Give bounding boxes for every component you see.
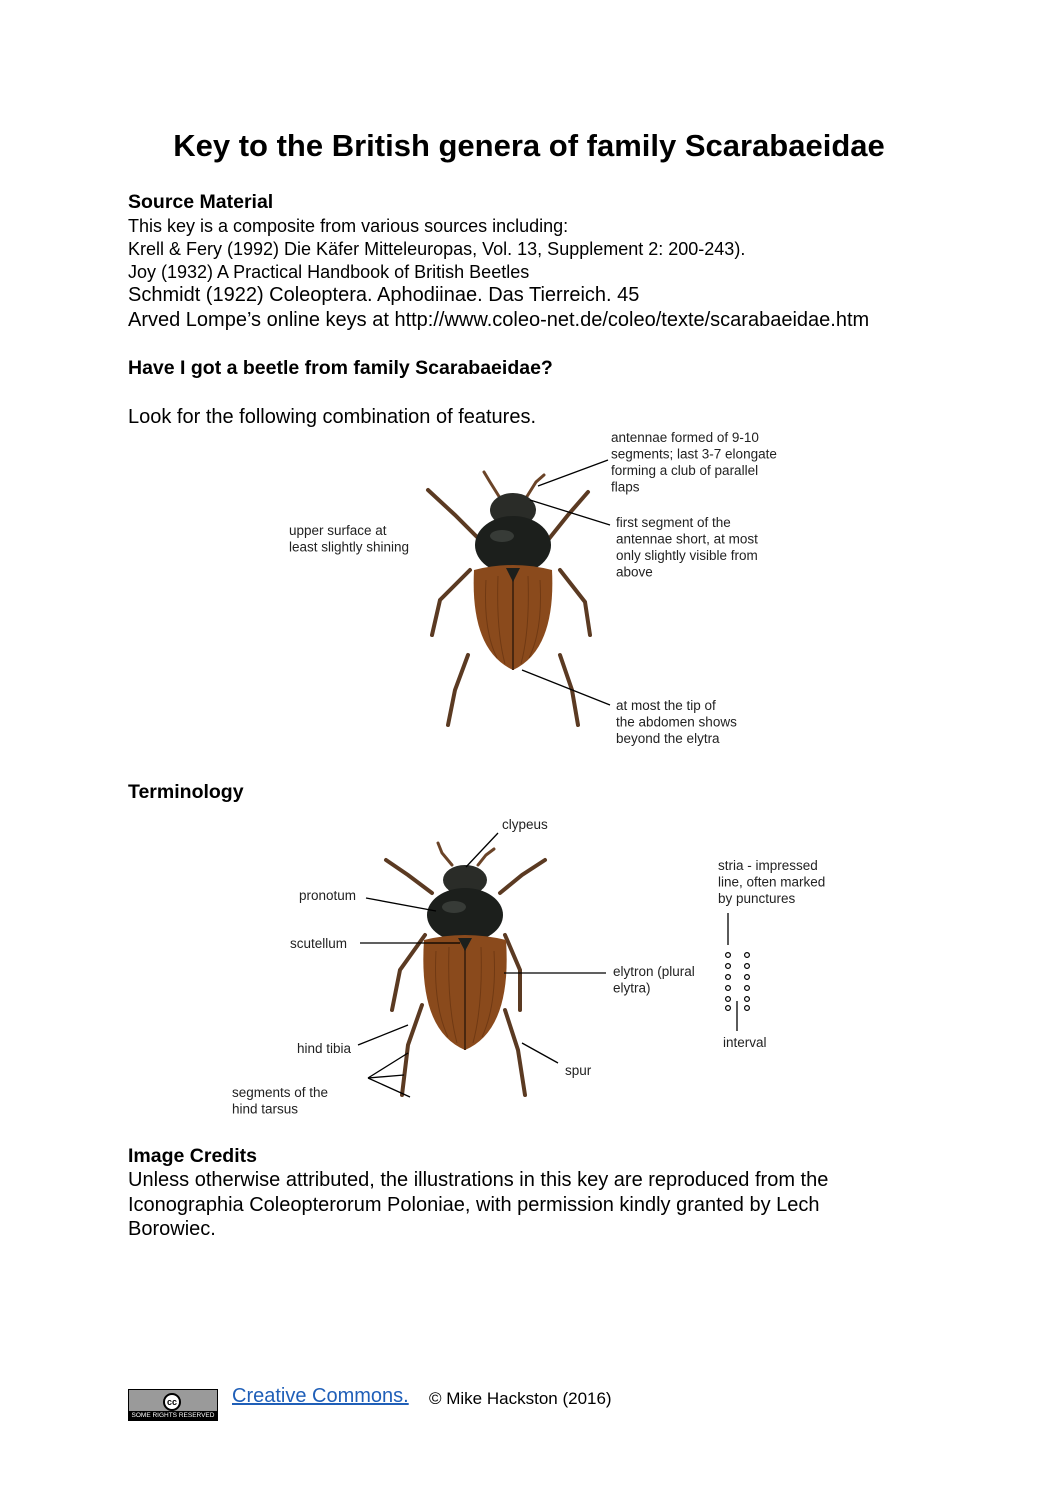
- svg-text:segments of thehind tarsus: [232, 1085, 328, 1117]
- cc-badge[interactable]: [128, 1389, 218, 1421]
- terminology-heading: Terminology: [128, 781, 244, 803]
- annotation-antennae: forming a club of parallel: [611, 463, 759, 478]
- annotation-surface: upper surface at: [289, 523, 387, 538]
- annotation-first-segment: only slightly visible from: [616, 548, 758, 563]
- credits-line: Iconographia Coleopterorum Poloniae, with permission kindly granted by Lech: [128, 1194, 820, 1216]
- label-stria: by punctures: [718, 891, 796, 906]
- source-heading: Source Material: [128, 191, 274, 213]
- copyright-text: © Mike Hackston (2016): [429, 1389, 612, 1408]
- label-tarsus: segments of the: [232, 1085, 329, 1100]
- cc-badge-text: SOME RIGHTS RESERVED: [129, 1411, 217, 1420]
- svg-text:at most the tip ofthe abdomen: [616, 698, 737, 746]
- svg-text:upper surface atleast slightly: [289, 523, 409, 555]
- source-ref: Joy (1932) A Practical Handbook of British Beetles: [128, 262, 530, 282]
- page-title: Key to the British genera of family Scarabaeidae: [173, 128, 885, 163]
- annotation-first-segment: above: [616, 564, 653, 580]
- beetle-illustration: [386, 843, 545, 1095]
- svg-text:antennae formed of 9-10segment: [611, 430, 777, 495]
- annotation-antennae: antennae formed of 9-10: [611, 430, 759, 445]
- cc-logo-icon: cc: [163, 1393, 181, 1411]
- annotation-surface: least slightly shining: [289, 539, 410, 555]
- annotation-abdomen: at most the tip of: [616, 698, 716, 713]
- label-hind-tibia: hind tibia: [297, 1041, 352, 1056]
- source-intro: This key is a composite from various sources including:: [128, 216, 569, 236]
- label-stria: line, often marked: [718, 874, 826, 890]
- label-elytron: elytra): [613, 980, 651, 996]
- credits-line: Borowiec.: [128, 1218, 216, 1240]
- annotation-antennae: flaps: [611, 479, 640, 495]
- label-pronotum: pronotum: [299, 888, 357, 903]
- label-stria: stria - impressed: [718, 858, 818, 873]
- family-heading: Have I got a beetle from family Scarabaeidae?: [128, 357, 553, 379]
- svg-text:elytron (pluralelytra): [613, 964, 695, 996]
- annotation-first-segment: first segment of the: [616, 515, 731, 530]
- family-intro: Look for the following combination of features.: [128, 406, 537, 428]
- svg-text:stria - impressedline, often m: [718, 858, 825, 906]
- svg-text:first segment of theantennae s: [616, 515, 758, 580]
- label-clypeus: clypeus: [502, 817, 548, 832]
- terminology-figure: [0, 805, 1058, 1125]
- annotation-antennae: segments; last 3-7 elongate: [611, 446, 777, 462]
- label-elytron: elytron (plural: [613, 964, 695, 979]
- label-tarsus: hind tarsus: [232, 1101, 299, 1117]
- annotation-first-segment: antennae short, at most: [616, 531, 758, 547]
- creative-commons-link[interactable]: Creative Commons.: [232, 1385, 409, 1407]
- label-spur: spur: [565, 1063, 592, 1078]
- credits-line: Unless otherwise attributed, the illustrations in this key are reproduced from the: [128, 1169, 829, 1191]
- source-ref: Schmidt (1922) Coleoptera. Aphodiinae. Das Tierreich. 45: [128, 284, 640, 306]
- credits-heading: Image Credits: [128, 1145, 257, 1167]
- annotation-abdomen: the abdomen shows: [616, 714, 737, 730]
- beetle-features-figure: [0, 420, 1058, 760]
- label-interval: interval: [723, 1035, 767, 1050]
- annotation-abdomen: beyond the elytra: [616, 731, 720, 746]
- source-ref: Krell & Fery (1992) Die Käfer Mitteleuropas, Vol. 13, Supplement 2: 200-243).: [128, 239, 746, 259]
- label-scutellum: scutellum: [290, 936, 348, 951]
- source-ref: Arved Lompe’s online keys at http://www.coleo-net.de/coleo/texte/scarabaeidae.htm: [128, 309, 870, 331]
